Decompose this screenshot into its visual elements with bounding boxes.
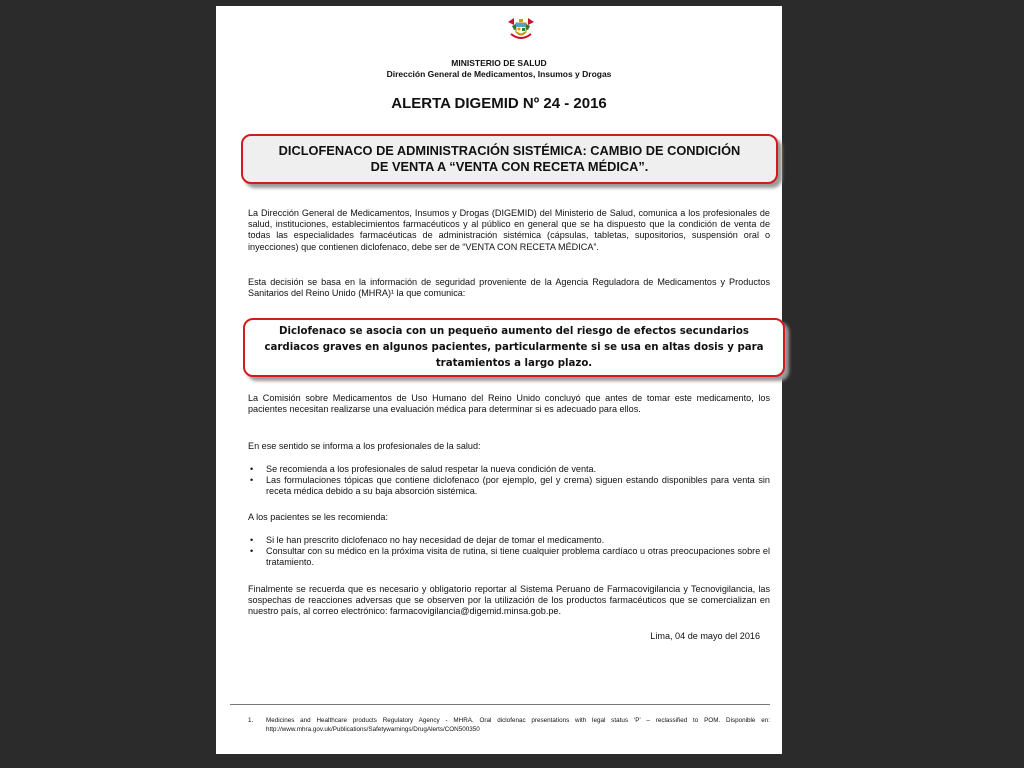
bullet-icon: • <box>250 464 254 474</box>
callout-text: Diclofenaco se asocia con un pequeño aumento del riesgo de efectos secundarios cardiacos graves en algunos pacientes, particularmente si se usa en altas dosis y para tratamientos a largo plazo. <box>264 325 764 369</box>
footnote-text: Medicines and Healthcare products Regulatory Agency - MHRA. Oral diclofenac presentations with legal status ‘P’ – reclassified to POM. Disponible en: http://www.mhra.gov.uk/Publications/Safetywarnings/DrugAlerts/CON500350 <box>266 717 770 733</box>
footnote <box>248 716 770 734</box>
alert-title: ALERTA DIGEMID Nº 24 - 2016 <box>391 95 607 112</box>
list-item: • Consultar con su médico en la próxima visita de rutina, si tiene cualquier problema cardíaco u otras preocupaciones sobre el tratamiento. <box>250 546 770 568</box>
bullet-icon: • <box>250 535 254 545</box>
professional-recommendations <box>248 464 770 498</box>
date-signature: Lima, 04 de mayo del 2016 <box>650 631 760 641</box>
bullet-icon: • <box>250 546 254 557</box>
intro-paragraph: La Dirección General de Medicamentos, Insumos y Drogas (DIGEMID) del Ministerio de Salud, comunica a los profesionales de salud, instituciones, establecimientos farmacéuticos y al público en general que se ha dispuesto que la condición de venta de todas las especialidades farmacéuticas de administración sistémica (cápsulas, tabletas, supositorios, suspensión oral o inyecciones) que contienen diclofenaco, debe ser de “VENTA CON RECETA MÉDICA”. <box>248 208 770 252</box>
list-item: • Se recomienda a los profesionales de salud respetar la nueva condición de venta. <box>250 464 597 474</box>
patients-intro: A los pacientes se les recomienda: <box>248 512 389 522</box>
directorate-name: Dirección General de Medicamentos, Insumos y Drogas <box>386 69 612 79</box>
banner-line-1: DICLOFENACO DE ADMINISTRACIÓN SISTÉMICA: CAMBIO DE CONDICIÓN <box>278 143 741 158</box>
closing-paragraph: Finalmente se recuerda que es necesario y obligatorio reportar al Sistema Peruano de Farmacovigilancia y Tecnovigilancia, las sospechas de reacciones adversas que se observen por la utilización de los productos farmacéuticos que se comercializan en nuestro país, al correo electrónico: farmacovigilancia@digemid.minsa.gob.pe. <box>248 584 770 617</box>
professionals-intro: En ese sentido se informa a los profesionales de la salud: <box>248 441 481 451</box>
footnote-number: 1. <box>248 717 254 724</box>
list-item: • Las formulaciones tópicas que contiene diclofenaco (por ejemplo, gel y crema) siguen estando disponibles para venta sin receta médica debido a su baja absorción sistémica. <box>250 475 770 497</box>
ministry-name: MINISTERIO DE SALUD <box>451 58 547 68</box>
mhra-callout <box>243 318 785 377</box>
list-item: • Si le han prescrito diclofenaco no hay necesidad de dejar de tomar el medicamento. <box>250 535 605 545</box>
title-banner <box>241 134 778 184</box>
ministry-header <box>216 58 782 80</box>
bullet-icon: • <box>250 475 254 486</box>
commission-paragraph: La Comisión sobre Medicamentos de Uso Humano del Reino Unido concluyó que antes de tomar este medicamento, los pacientes necesitan realizarse una evaluación médica para determinar si es adecuado para ellos. <box>248 393 770 415</box>
peru-coat-of-arms-icon <box>506 16 536 42</box>
footnote-divider <box>230 704 770 705</box>
basis-paragraph: Esta decisión se basa en la información de seguridad proveniente de la Agencia Reguladora de Medicamentos y Productos Sanitarios del Reino Unido (MHRA)¹ la que comunica: <box>248 277 770 299</box>
banner-line-2: DE VENTA A “VENTA CON RECETA MÉDICA”. <box>370 159 649 174</box>
document-page <box>216 6 782 754</box>
patient-recommendations <box>248 535 770 569</box>
